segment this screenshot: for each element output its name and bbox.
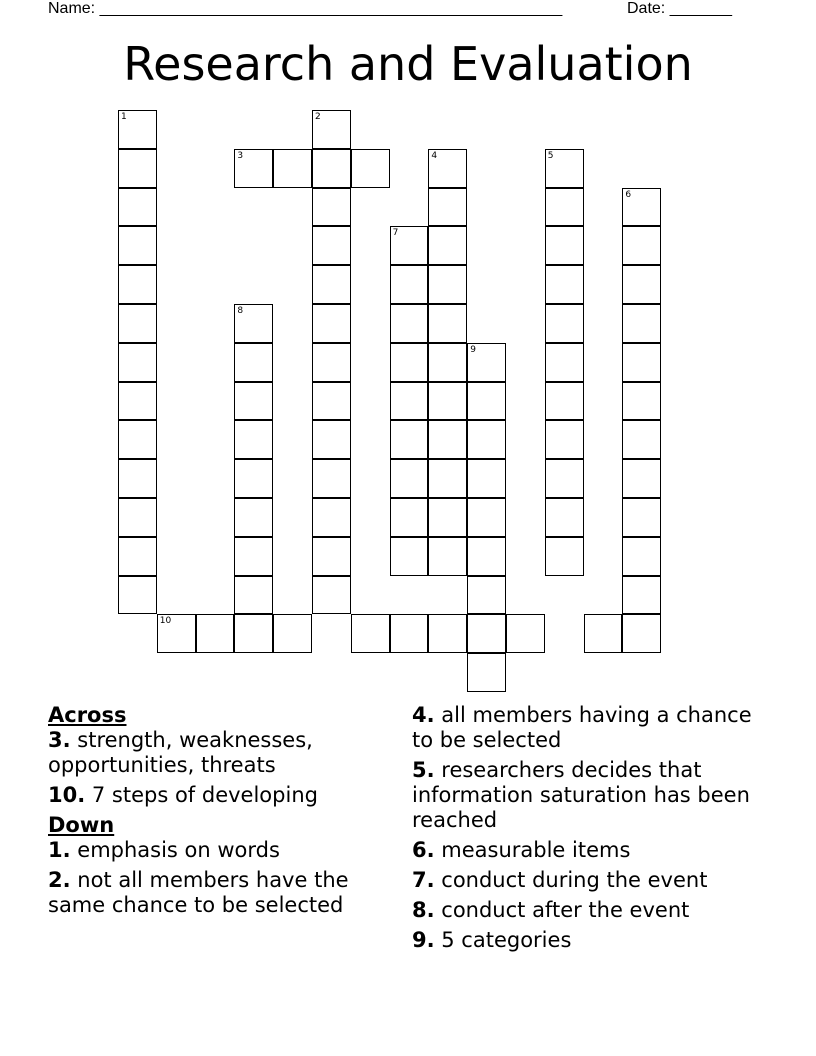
clue-text: measurable items bbox=[434, 838, 631, 862]
across-clue-3 bbox=[48, 728, 388, 778]
crossword-cell[interactable] bbox=[234, 343, 273, 382]
crossword-cell[interactable] bbox=[467, 653, 506, 692]
crossword-cell[interactable] bbox=[351, 149, 390, 188]
across-heading: Across bbox=[48, 703, 127, 727]
crossword-cell[interactable] bbox=[234, 382, 273, 421]
crossword-cell[interactable] bbox=[312, 226, 351, 265]
crossword-cell[interactable] bbox=[428, 537, 467, 576]
crossword-cell[interactable] bbox=[390, 420, 429, 459]
crossword-cell[interactable] bbox=[312, 110, 351, 149]
crossword-cell[interactable] bbox=[622, 537, 661, 576]
crossword-cell[interactable] bbox=[118, 576, 157, 615]
crossword-cell[interactable] bbox=[118, 459, 157, 498]
crossword-cell[interactable] bbox=[273, 149, 312, 188]
down-clue-4 bbox=[412, 703, 762, 753]
clue-text: emphasis on words bbox=[70, 838, 280, 862]
crossword-cell[interactable] bbox=[312, 304, 351, 343]
clues-left-column bbox=[48, 703, 388, 923]
crossword-cell[interactable] bbox=[390, 459, 429, 498]
crossword-cell[interactable] bbox=[467, 576, 506, 615]
crossword-cell[interactable] bbox=[234, 304, 273, 343]
crossword-cell[interactable] bbox=[622, 343, 661, 382]
crossword-cell[interactable] bbox=[428, 265, 467, 304]
crossword-cell[interactable] bbox=[467, 382, 506, 421]
crossword-cell[interactable] bbox=[312, 149, 351, 188]
crossword-cell[interactable] bbox=[545, 226, 584, 265]
clue-text: conduct after the event bbox=[434, 898, 690, 922]
crossword-cell[interactable] bbox=[118, 382, 157, 421]
crossword-cell[interactable] bbox=[467, 498, 506, 537]
crossword-cell[interactable] bbox=[312, 459, 351, 498]
crossword-cell[interactable] bbox=[312, 537, 351, 576]
crossword-cell[interactable] bbox=[312, 382, 351, 421]
crossword-cell[interactable] bbox=[622, 226, 661, 265]
crossword-cell[interactable] bbox=[545, 498, 584, 537]
down-clue-7 bbox=[412, 868, 762, 893]
clue-number: 6. bbox=[412, 838, 435, 862]
crossword-cell[interactable] bbox=[428, 420, 467, 459]
crossword-cell[interactable] bbox=[118, 498, 157, 537]
crossword-cell[interactable] bbox=[428, 498, 467, 537]
crossword-cell[interactable] bbox=[390, 226, 429, 265]
crossword-cell[interactable] bbox=[390, 343, 429, 382]
cell-number: 9 bbox=[470, 344, 476, 355]
crossword-cell[interactable] bbox=[118, 188, 157, 227]
crossword-cell[interactable] bbox=[312, 343, 351, 382]
down-clue-8 bbox=[412, 898, 762, 923]
clue-text: not all members have the same chance to be selected bbox=[48, 868, 349, 917]
crossword-cell[interactable] bbox=[118, 420, 157, 459]
down-clue-6 bbox=[412, 838, 762, 863]
cell-number: 3 bbox=[237, 150, 244, 161]
crossword-cell[interactable] bbox=[545, 382, 584, 421]
clue-text: 7 steps of developing bbox=[85, 783, 318, 807]
cell-number: 8 bbox=[237, 306, 244, 316]
crossword-cell[interactable] bbox=[312, 498, 351, 537]
crossword-cell[interactable] bbox=[545, 459, 584, 498]
cell-number: 5 bbox=[547, 150, 554, 161]
crossword-cell[interactable] bbox=[467, 343, 506, 382]
crossword-cell[interactable] bbox=[234, 459, 273, 498]
crossword-cell[interactable] bbox=[545, 343, 584, 382]
down-clue-9 bbox=[412, 928, 762, 953]
cell-number: 2 bbox=[315, 112, 321, 122]
crossword-cell[interactable] bbox=[545, 188, 584, 227]
crossword-cell[interactable] bbox=[118, 110, 157, 149]
cell-number: 7 bbox=[392, 228, 399, 239]
crossword-cell[interactable] bbox=[118, 343, 157, 382]
clue-text: 5 categories bbox=[434, 928, 572, 952]
cell-number: 1 bbox=[121, 112, 127, 122]
crossword-cell[interactable] bbox=[234, 576, 273, 615]
clues-right-column bbox=[412, 703, 762, 958]
crossword-cell[interactable] bbox=[234, 537, 273, 576]
crossword-cell[interactable] bbox=[545, 149, 584, 188]
crossword-cell[interactable] bbox=[622, 265, 661, 304]
crossword-cell[interactable] bbox=[545, 420, 584, 459]
date-field-label: Date: _______ bbox=[627, 0, 732, 17]
down-clue-5 bbox=[412, 758, 762, 833]
across-clue-10 bbox=[48, 783, 388, 808]
crossword-cell[interactable] bbox=[312, 420, 351, 459]
crossword-cell[interactable] bbox=[506, 614, 545, 653]
crossword-cell[interactable] bbox=[118, 537, 157, 576]
crossword-cell[interactable] bbox=[622, 304, 661, 343]
crossword-cell[interactable] bbox=[273, 614, 312, 653]
crossword-cell[interactable] bbox=[545, 304, 584, 343]
crossword-cell[interactable] bbox=[234, 149, 273, 188]
clue-number: 7. bbox=[412, 868, 435, 892]
crossword-cell[interactable] bbox=[622, 382, 661, 421]
crossword-cell[interactable] bbox=[118, 304, 157, 343]
crossword-cell[interactable] bbox=[428, 343, 467, 382]
clue-number: 1. bbox=[48, 838, 71, 862]
clue-number: 2. bbox=[48, 868, 71, 892]
crossword-cell[interactable] bbox=[428, 149, 467, 188]
crossword-cell[interactable] bbox=[467, 614, 506, 653]
page-title: Research and Evaluation bbox=[123, 37, 693, 91]
crossword-cell[interactable] bbox=[390, 265, 429, 304]
clue-text: researchers decides that information saturation has been reached bbox=[412, 758, 750, 832]
crossword-cell[interactable] bbox=[622, 614, 661, 653]
crossword-cell[interactable] bbox=[584, 614, 623, 653]
crossword-cell[interactable] bbox=[622, 498, 661, 537]
crossword-cell[interactable] bbox=[545, 537, 584, 576]
crossword-cell[interactable] bbox=[428, 614, 467, 653]
clue-text: all members having a chance to be selected bbox=[412, 703, 752, 752]
crossword-cell[interactable] bbox=[428, 459, 467, 498]
crossword-cell[interactable] bbox=[467, 420, 506, 459]
clue-text: conduct during the event bbox=[434, 868, 708, 892]
crossword-cell[interactable] bbox=[390, 498, 429, 537]
crossword-cell[interactable] bbox=[390, 537, 429, 576]
cell-number: 10 bbox=[159, 616, 172, 627]
crossword-cell[interactable] bbox=[622, 420, 661, 459]
clue-number: 5. bbox=[412, 758, 435, 782]
down-clue-2 bbox=[48, 868, 388, 918]
crossword-cell[interactable] bbox=[118, 149, 157, 188]
crossword-cell[interactable] bbox=[428, 226, 467, 265]
clue-number: 3. bbox=[48, 728, 71, 752]
crossword-cell[interactable] bbox=[390, 304, 429, 343]
crossword-cell[interactable] bbox=[622, 576, 661, 615]
crossword-cell[interactable] bbox=[312, 576, 351, 615]
crossword-cell[interactable] bbox=[312, 265, 351, 304]
crossword-cell[interactable] bbox=[234, 420, 273, 459]
crossword-cell[interactable] bbox=[467, 459, 506, 498]
crossword-cell[interactable] bbox=[118, 265, 157, 304]
crossword-cell[interactable] bbox=[196, 614, 235, 653]
crossword-cell[interactable] bbox=[118, 226, 157, 265]
crossword-cell[interactable] bbox=[428, 188, 467, 227]
clue-text: strength, weaknesses, opportunities, threats bbox=[48, 728, 313, 777]
crossword-cell[interactable] bbox=[622, 188, 661, 227]
crossword-cell[interactable] bbox=[428, 382, 467, 421]
crossword-cell[interactable] bbox=[545, 265, 584, 304]
cell-number: 4 bbox=[431, 150, 438, 161]
crossword-cell[interactable] bbox=[428, 304, 467, 343]
crossword-cell[interactable] bbox=[312, 188, 351, 227]
down-clue-1 bbox=[48, 838, 388, 863]
clue-number: 10. bbox=[48, 783, 86, 807]
crossword-cell[interactable] bbox=[622, 459, 661, 498]
cell-number: 6 bbox=[625, 189, 632, 200]
crossword-cell[interactable] bbox=[234, 498, 273, 537]
crossword-cell[interactable] bbox=[467, 537, 506, 576]
down-heading: Down bbox=[48, 813, 115, 837]
name-field-label: Name: ____________________________________________________ bbox=[48, 0, 563, 17]
crossword-cell[interactable] bbox=[234, 614, 273, 653]
clue-number: 8. bbox=[412, 898, 435, 922]
crossword-cell[interactable] bbox=[351, 614, 390, 653]
crossword-cell[interactable] bbox=[390, 382, 429, 421]
clue-number: 9. bbox=[412, 928, 435, 952]
crossword-cell[interactable] bbox=[157, 614, 196, 653]
crossword-cell[interactable] bbox=[390, 614, 429, 653]
clue-number: 4. bbox=[412, 703, 435, 727]
